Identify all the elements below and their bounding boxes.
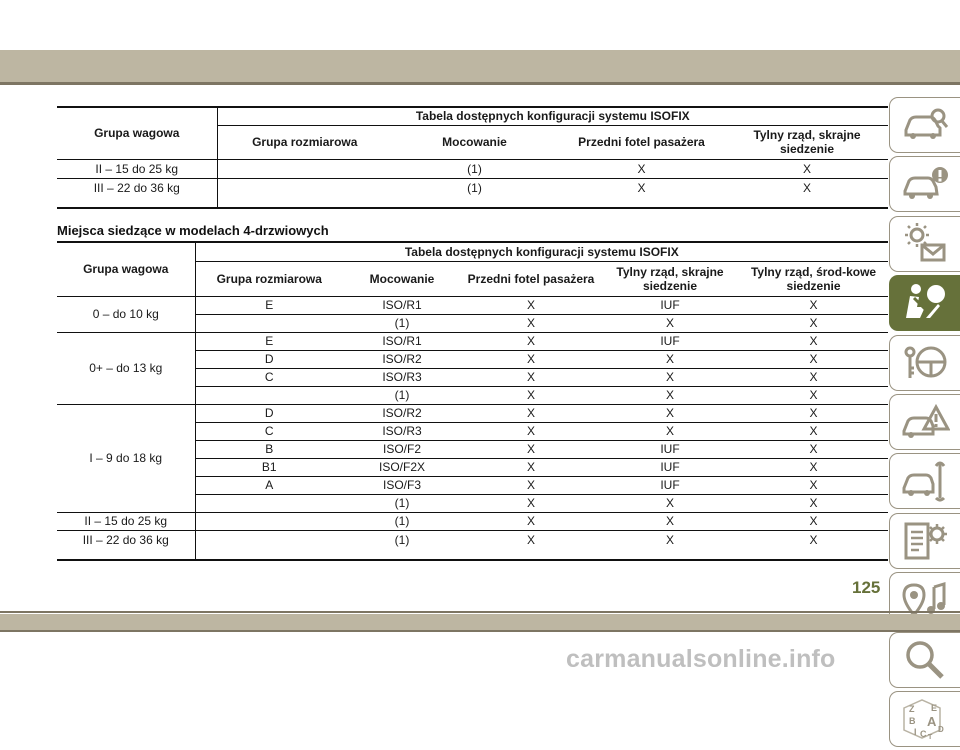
seat-airbag-safety-icon bbox=[900, 280, 950, 326]
cell-weight-group: II – 15 do 25 kg bbox=[57, 512, 195, 530]
cell-mount: (1) bbox=[343, 386, 461, 404]
cell-size bbox=[195, 386, 343, 404]
cell-front: X bbox=[461, 422, 601, 440]
chapter-tabs bbox=[889, 97, 960, 750]
header-weight-group: Grupa wagowa bbox=[57, 242, 195, 296]
cell-size bbox=[195, 512, 343, 530]
cell-mount: ISO/R1 bbox=[343, 332, 461, 350]
header-front-passenger: Przedni fotel pasażera bbox=[461, 261, 601, 296]
cell-size: A bbox=[195, 476, 343, 494]
cell-rear-outer: X bbox=[601, 350, 739, 368]
header-rule bbox=[0, 82, 960, 85]
header-isofix-config: Tabela dostępnych konfiguracji systemu ISOFIX bbox=[217, 107, 888, 125]
cell-size bbox=[195, 494, 343, 512]
cell-rear-outer: X bbox=[601, 314, 739, 332]
tab-emergency[interactable] bbox=[889, 394, 960, 450]
footer-rule-bottom bbox=[0, 630, 960, 632]
cell-mount: ISO/R2 bbox=[343, 350, 461, 368]
cell-size: B bbox=[195, 440, 343, 458]
specifications-gear-icon bbox=[900, 518, 950, 564]
page-number: 125 bbox=[852, 578, 881, 597]
cell-front: X bbox=[461, 476, 601, 494]
cell-size: B1 bbox=[195, 458, 343, 476]
cell-rear-center: X bbox=[739, 386, 888, 404]
cell-mount: ISO/F3 bbox=[343, 476, 461, 494]
header-size-class: Grupa rozmiarowa bbox=[195, 261, 343, 296]
header-rear-center: Tylny rząd, środ-kowe siedzenie bbox=[739, 261, 888, 296]
cell-front: X bbox=[461, 350, 601, 368]
warning-lights-message-icon bbox=[900, 221, 950, 267]
cell-front: X bbox=[461, 494, 601, 512]
cell-rear-outer: X bbox=[601, 494, 739, 512]
cell-mount: ISO/F2X bbox=[343, 458, 461, 476]
cell-rear-outer: X bbox=[601, 404, 739, 422]
table-row bbox=[57, 530, 888, 560]
svg-text:E: E bbox=[931, 702, 938, 713]
tab-safety[interactable] bbox=[889, 275, 960, 331]
cell-size bbox=[217, 159, 392, 178]
footer-rule-top bbox=[0, 611, 960, 613]
cell-rear-outer: X bbox=[601, 386, 739, 404]
cell-mount: ISO/R1 bbox=[343, 296, 461, 314]
tab-getting-to-know[interactable] bbox=[889, 97, 960, 153]
svg-text:B: B bbox=[909, 715, 916, 726]
cell-rear-outer: X bbox=[601, 368, 739, 386]
isofix-table-1 bbox=[57, 106, 888, 209]
index-search-icon bbox=[900, 637, 950, 683]
section-title: Miejsca siedzące w modelach 4-drzwiowych bbox=[57, 223, 329, 238]
table-row bbox=[57, 332, 888, 350]
car-emergency-icon bbox=[900, 399, 950, 445]
cell-front: X bbox=[461, 368, 601, 386]
cell-rear-outer: IUF bbox=[601, 296, 739, 314]
cell-front: X bbox=[461, 530, 601, 560]
tab-warning-lights[interactable] bbox=[889, 216, 960, 272]
cell-mount: (1) bbox=[343, 530, 461, 560]
cell-weight: III – 22 do 36 kg bbox=[57, 178, 217, 208]
cell-mount: (1) bbox=[392, 159, 557, 178]
cell-front: X bbox=[461, 386, 601, 404]
car-info-icon bbox=[900, 161, 950, 207]
cell-size: D bbox=[195, 350, 343, 368]
svg-text:I: I bbox=[914, 726, 917, 737]
cell-rear-center: X bbox=[739, 332, 888, 350]
cell-rear-center: X bbox=[739, 440, 888, 458]
cell-rear-center: X bbox=[739, 530, 888, 560]
tab-starting-operating[interactable] bbox=[889, 335, 960, 391]
header-rear-outer: Tylny rząd, skrajne siedzenie bbox=[601, 261, 739, 296]
table-row bbox=[57, 159, 888, 178]
header-front-passenger: Przedni fotel pasażera bbox=[557, 125, 726, 159]
header-rear-outer: Tylny rząd, skrajne siedzenie bbox=[726, 125, 888, 159]
cell-weight-group: 0+ – do 13 kg bbox=[57, 332, 195, 404]
cell-front: X bbox=[557, 159, 726, 178]
header-weight-group: Grupa wagowa bbox=[57, 107, 217, 159]
table-row bbox=[57, 296, 888, 314]
cell-mount: ISO/R3 bbox=[343, 422, 461, 440]
cell-rear: X bbox=[726, 159, 888, 178]
cell-weight-group: III – 22 do 36 kg bbox=[57, 530, 195, 560]
isofix-table-2 bbox=[57, 241, 888, 561]
cell-size bbox=[195, 314, 343, 332]
cell-rear-outer: X bbox=[601, 530, 739, 560]
cell-size: E bbox=[195, 332, 343, 350]
cell-rear-center: X bbox=[739, 422, 888, 440]
cell-size: D bbox=[195, 404, 343, 422]
cell-rear-outer: IUF bbox=[601, 458, 739, 476]
header-band bbox=[0, 50, 960, 82]
footer-band bbox=[0, 614, 960, 630]
cell-rear-outer: IUF bbox=[601, 332, 739, 350]
tab-servicing[interactable] bbox=[889, 453, 960, 509]
header-mounting: Mocowanie bbox=[343, 261, 461, 296]
cell-size bbox=[195, 530, 343, 560]
cell-rear-outer: X bbox=[601, 512, 739, 530]
cell-rear-center: X bbox=[739, 350, 888, 368]
cell-rear-center: X bbox=[739, 296, 888, 314]
cell-weight-group: I – 9 do 18 kg bbox=[57, 404, 195, 512]
svg-text:A: A bbox=[927, 713, 937, 729]
tab-index[interactable] bbox=[889, 632, 960, 688]
cell-rear-outer: IUF bbox=[601, 476, 739, 494]
header-mounting: Mocowanie bbox=[392, 125, 557, 159]
cell-mount: (1) bbox=[343, 494, 461, 512]
header-isofix-config: Tabela dostępnych konfiguracji systemu ISOFIX bbox=[195, 242, 888, 261]
cell-front: X bbox=[461, 458, 601, 476]
cell-rear-center: X bbox=[739, 458, 888, 476]
cell-front: X bbox=[557, 178, 726, 208]
alphabetical-index-icon bbox=[900, 696, 950, 742]
cell-rear-center: X bbox=[739, 494, 888, 512]
cell-front: X bbox=[461, 404, 601, 422]
cell-front: X bbox=[461, 512, 601, 530]
cell-rear-center: X bbox=[739, 314, 888, 332]
cell-rear-outer: X bbox=[601, 422, 739, 440]
table-row bbox=[57, 178, 888, 208]
cell-mount: (1) bbox=[392, 178, 557, 208]
cell-weight-group: 0 – do 10 kg bbox=[57, 296, 195, 332]
car-service-tools-icon bbox=[900, 458, 950, 504]
cell-front: X bbox=[461, 296, 601, 314]
cell-front: X bbox=[461, 440, 601, 458]
cell-mount: (1) bbox=[343, 314, 461, 332]
header-size-class: Grupa rozmiarowa bbox=[217, 125, 392, 159]
cell-mount: (1) bbox=[343, 512, 461, 530]
svg-text:C: C bbox=[920, 728, 927, 739]
tab-alphabetical-index[interactable] bbox=[889, 691, 960, 747]
cell-mount: ISO/R2 bbox=[343, 404, 461, 422]
cell-size: E bbox=[195, 296, 343, 314]
cell-mount: ISO/R3 bbox=[343, 368, 461, 386]
cell-weight: II – 15 do 25 kg bbox=[57, 159, 217, 178]
cell-rear-center: X bbox=[739, 368, 888, 386]
table-row bbox=[57, 404, 888, 422]
tab-dashboard[interactable] bbox=[889, 156, 960, 212]
cell-front: X bbox=[461, 332, 601, 350]
cell-mount: ISO/F2 bbox=[343, 440, 461, 458]
table-row bbox=[57, 512, 888, 530]
svg-text:T: T bbox=[928, 733, 933, 741]
cell-front: X bbox=[461, 314, 601, 332]
svg-text:Z: Z bbox=[909, 703, 915, 714]
cell-rear-center: X bbox=[739, 476, 888, 494]
cell-rear-center: X bbox=[739, 404, 888, 422]
cell-size: C bbox=[195, 368, 343, 386]
watermark: carmanualsonline.info bbox=[566, 645, 836, 673]
cell-rear-center: X bbox=[739, 512, 888, 530]
top-margin bbox=[0, 0, 960, 50]
steering-key-icon bbox=[900, 340, 950, 386]
cell-rear-outer: IUF bbox=[601, 440, 739, 458]
svg-text:D: D bbox=[938, 724, 944, 734]
cell-size bbox=[217, 178, 392, 208]
cell-size: C bbox=[195, 422, 343, 440]
cell-rear: X bbox=[726, 178, 888, 208]
tab-technical-specs[interactable] bbox=[889, 513, 960, 569]
car-search-icon bbox=[900, 102, 950, 148]
